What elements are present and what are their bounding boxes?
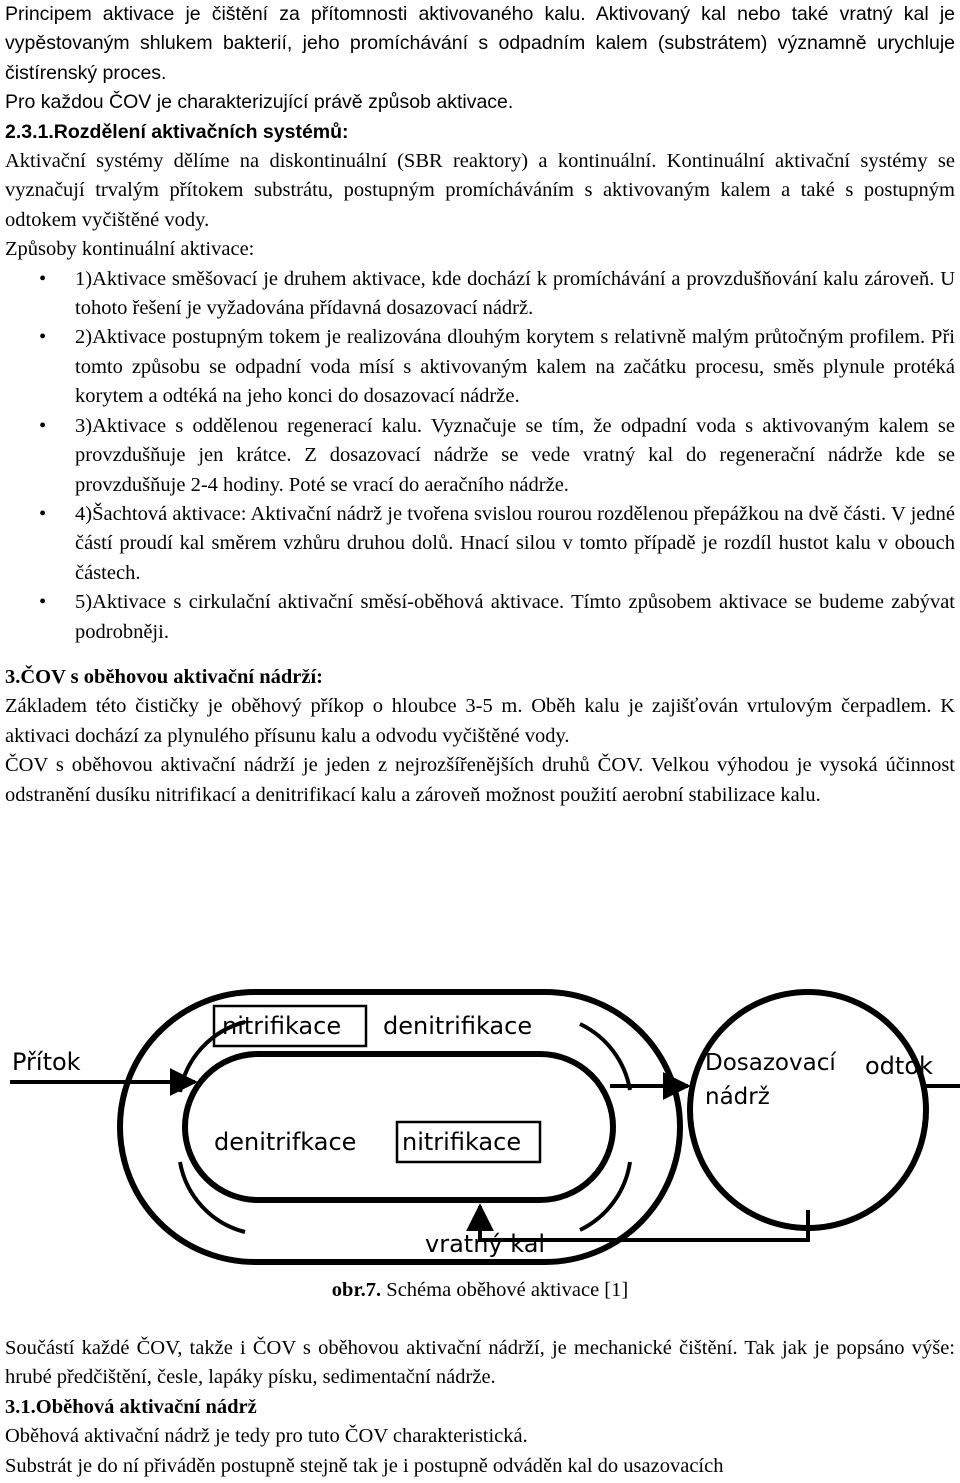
after-paragraph: Součástí každé ČOV, takže i ČOV s oběhovou aktivační nádrží, je mechanické čištění. Tak jak je popsáno výše: hrubé předčištění, česle, lapáky písku, sedimentační nádrže. <box>5 1337 955 1389</box>
denitrifkace-bottom-label: denitrifkace <box>214 1128 357 1156</box>
intro-paragraph-2: Pro každou ČOV je charakterizující právě způsob aktivace. <box>5 91 514 114</box>
caption-label: obr.7. <box>331 1279 382 1301</box>
section-paragraph-2: Způsoby kontinuální aktivace: <box>5 238 255 261</box>
bullet: • <box>39 267 47 290</box>
return-sludge-label: vratný kal <box>425 1230 546 1258</box>
intro-paragraph: Principem aktivace je čištění za přítomnosti aktivovaného kalu. Aktivovaný kal nebo také vratný kal je vypěstovaným shlukem bakterií, jeho promíchávání s odpadním kalem (substrátem) významně urychluje čistírenský proces. <box>5 3 955 84</box>
bullet: • <box>39 414 47 437</box>
denitrifikace-top-label: denitrifikace <box>383 1012 533 1040</box>
flow-arrow-top-right <box>580 1024 630 1090</box>
caption-text: Schéma oběhové aktivace [1] <box>381 1279 629 1301</box>
outflow-label: odtok <box>865 1052 933 1080</box>
section-heading-3-1: 3.1.Oběhová aktivační nádrž <box>5 1395 257 1418</box>
bullet: • <box>39 502 47 525</box>
list-item: • 4)Šachtová aktivace: Aktivační nádrž je tvořena svislou rourou rozdělenou přepážkou na dvě části. V jedné částí proudí kal směrem vzhůru druhou dolů. Hnací silou v tomto případě je rozdíl hustot kalu v obouch částech. <box>0 500 960 588</box>
section-3-paragraph-2: ČOV s oběhovou aktivační nádrží je jeden z nejrozšířenějších druhů ČOV. Velkou výhodou je vysoká účinnost odstranění dusíku nitrifikací a denitrifikací kalu a zároveň možnost použití aerobní stabilizace kalu. <box>5 754 955 806</box>
after-figure-section <box>0 1334 960 1481</box>
list-item: • 1)Aktivace směšovací je druhem aktivace, kde dochází k promíchávání a provzdušňování kalu zároveň. U tohoto řešení je vyžadována přídavná dosazovací nádrž. <box>0 265 960 324</box>
bullet: • <box>39 326 47 349</box>
section-3-paragraph: Základem této čističky je oběhový příkop o hloubce 3-5 m. Oběh kalu je zajišťován vrtulovým čerpadlem. K aktivaci dochází za plynulého přísunu kalu a odvodu vyčištěné vody. <box>5 695 955 747</box>
bullet: • <box>39 591 47 614</box>
figure-caption <box>0 1276 960 1305</box>
section-heading-2-3-1: 2.3.1.Rozdělení aktivačních systémů: <box>5 120 349 143</box>
inner-channel-wall <box>185 1054 613 1200</box>
list-item: • 3)Aktivace s oddělenou regenerací kalu. Vyznačuje se tím, že odpadní voda s aktivovaným kalem se provzdušňuje jen krátce. Z dosazovací nádrže se vede vratný kal do regenerační nádrže kde se provzdušňuje 2-4 hodiny. Poté se vrací do aeračního nádrže. <box>0 412 960 500</box>
flow-arrow-bottom-right <box>580 1162 630 1230</box>
settling-tank <box>690 992 926 1228</box>
nitrifikace-top-label: nitrifikace <box>222 1012 342 1040</box>
after-paragraph-3: Substrát je do ní přiváděn postupně stejně tak je i postupně odváděn kal do usazovacích <box>5 1454 724 1477</box>
activation-types-list <box>0 265 960 647</box>
nitrifikace-bottom-label: nitrifikace <box>402 1128 522 1156</box>
list-item: • 5)Aktivace s cirkulační aktivační směsí-oběhová aktivace. Tímto způsobem aktivace se budeme zabývat podrobněji. <box>0 588 960 647</box>
inflow-label: Přítok <box>12 1048 81 1076</box>
after-paragraph-2: Oběhová aktivační nádrž je tedy pro tuto ČOV charakteristická. <box>5 1425 528 1448</box>
circulation-activation-diagram <box>0 982 960 1282</box>
section-heading-3: 3.ČOV s oběhovou aktivační nádrží: <box>5 665 323 688</box>
list-item: • 2)Aktivace postupným tokem je realizována dlouhým korytem s relativně malým průtočným profilem. Při tomto způsobu se odpadní voda mísí s aktivovaným kalem na začátku procesu, směs plynule protéká korytem a odtéká na jeho konci do dosazovací nádrže. <box>0 323 960 411</box>
section-paragraph: Aktivační systémy dělíme na diskontinuální (SBR reaktory) a kontinuální. Kontinuální aktivační systémy se vyznačují trvalým přítokem substrátu, postupným promícháváním s aktivovaným kalem a také s postupným odtokem vyčištěné vody. <box>5 150 955 231</box>
tank-label: Dosazovací nádrž <box>705 1050 836 1110</box>
